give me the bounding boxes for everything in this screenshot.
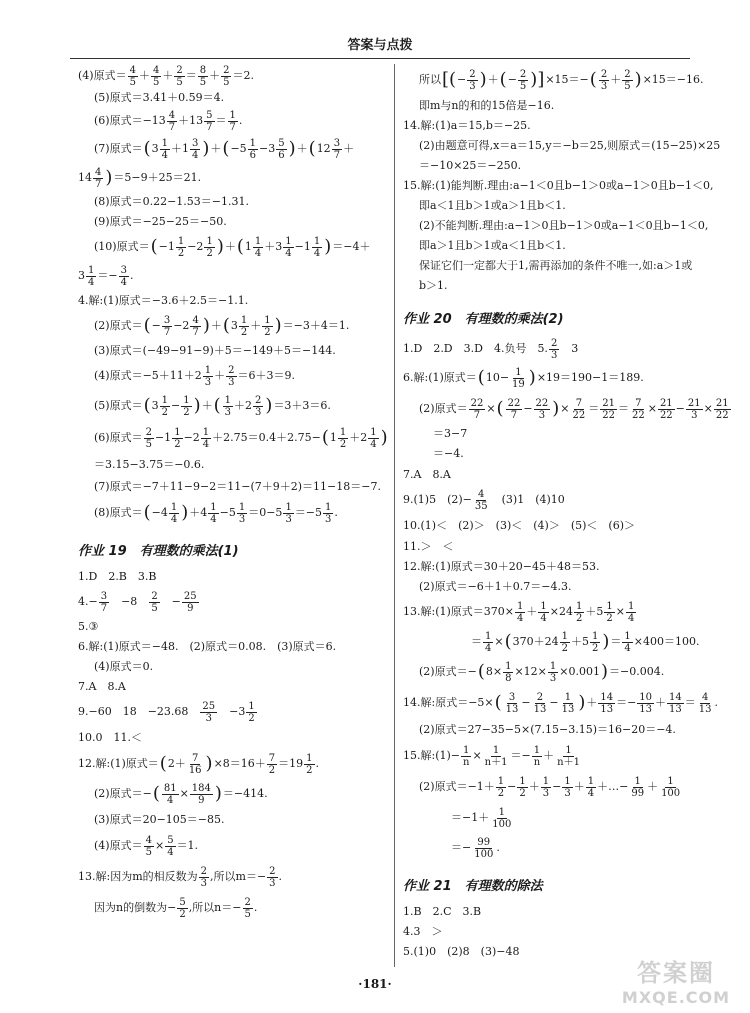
fraction: $\frac{2}{5}$ (176, 64, 183, 88)
fraction: $\frac{5}{7}$ (206, 109, 213, 133)
answer-line: (6)原式＝−13 $\frac{4}{7}$ ＋13 $\frac{5}{7}$ ＝ $\frac{1}{7}$ . (94, 109, 243, 133)
fraction: $\frac{4}{7}$ (192, 314, 199, 338)
fraction: $\frac{1}{2}$ (177, 235, 185, 259)
fraction: $\frac{1}{2}$ (339, 426, 347, 450)
fraction: $\frac{7}{16}$ (188, 752, 202, 776)
watermark-line2: MXQE.COM (621, 988, 731, 1007)
fraction: $\frac{1}{3}$ (325, 501, 332, 525)
section-heading-19: 作业 19 有理数的乘法(1) (78, 544, 239, 559)
answer-line: ＝−4. (433, 446, 464, 460)
fraction: $\frac{1}{2}$ (592, 630, 599, 654)
answer-line: (2)原式＝− ( $\frac{81}{4}$ × $\frac{184}{9}$ ) ＝−414. (94, 782, 268, 806)
fraction: $\frac{1}{4}$ (540, 600, 547, 624)
watermark-logo (616, 953, 736, 1007)
answer-line: ＝3.15−3.75＝−0.6. (94, 457, 205, 471)
answer-line: (4)原式＝−5＋11＋2 $\frac{1}{3}$ ＋ $\frac{2}{3}$ ＝6＋3＝9. (94, 364, 296, 388)
answer-line: ＝−10×25＝−250. (419, 158, 522, 172)
answer-line: 4.3 ＞ (403, 924, 443, 938)
answer-line: 10.0 11.＜ (78, 730, 142, 744)
fraction: $\frac{1}{6}$ (249, 137, 257, 161)
answer-line: 14 $\frac{4}{7}$ ) ＝5−9＋25＝21. (78, 166, 202, 190)
column-divider (394, 64, 395, 967)
answer-line: 4.解:(1)原式＝−3.6＋2.5＝−1.1. (78, 293, 249, 307)
fraction: $\frac{2}{3}$ (255, 394, 262, 418)
answer-line: (6)原式＝ $\frac{2}{5}$ −1 $\frac{1}{2}$ −2 $\frac{1}{4}$ ＋2.75＝0.4＋2.75− ( 1 $\frac{1}{2}$ ＋2 $\frac{1}{4}$ ) (94, 426, 388, 450)
answer-line: (3)原式＝20−105＝−85. (94, 812, 225, 826)
answer-line: 15.解:(1)− $\frac{1}{n}$ × $\frac{1}{n+1}$ ＝− $\frac{1}{n}$ ＋ $\frac{1}{n+1}$ (403, 744, 580, 768)
fraction: $\frac{1}{2}$ (575, 600, 583, 624)
answer-line: 1.B 2.C 3.B (403, 904, 482, 918)
answer-line: 1.D 2.D 3.D 4.负号 5. $\frac{2}{3}$ 3 (403, 337, 579, 361)
fraction: $\frac{3}{7}$ (163, 314, 171, 338)
answer-line: 14.解:原式＝−5× ( $\frac{3}{13}$ − $\frac{2}{13}$ − $\frac{1}{13}$ ) ＋ $\frac{14}{13}$ ＝− $\frac{10}{13}$ ＋ $\frac{14}{13}$ ＝ $\frac{4}{13}$ . (403, 691, 718, 715)
fraction: $\frac{2}{13}$ (533, 691, 547, 715)
fraction: $\frac{1}{4}$ (517, 600, 524, 624)
answer-line: 因为n的倒数为− $\frac{5}{2}$ ,所以n＝− $\frac{2}{5}$ . (94, 896, 258, 920)
fraction: $\frac{25}{9}$ (183, 590, 197, 614)
fraction: $\frac{2}{3}$ (269, 865, 276, 889)
page-number: ·181· (358, 977, 392, 991)
fraction: $\frac{1}{4}$ (485, 630, 492, 654)
answer-line: (4)原式＝ $\frac{4}{5}$ × $\frac{5}{4}$ ＝1. (94, 834, 199, 858)
fraction: $\frac{2}{3}$ (550, 337, 558, 361)
answer-line: 1.D 2.B 3.B (78, 569, 157, 583)
fraction: $\frac{1}{4}$ (370, 426, 377, 450)
fraction: $\frac{1}{2}$ (161, 394, 168, 418)
fraction: $\frac{1}{19}$ (512, 366, 525, 390)
fraction: $\frac{7}{22}$ (631, 397, 645, 421)
answer-line: 所以 [( − $\frac{2}{3}$ ) ＋ ( − $\frac{2}{5}$ )] ×15＝− ( $\frac{2}{3}$ ＋ $\frac{2}{5}$ ) ×15＝−16. (419, 68, 704, 92)
answer-line: (2)原式＝ $\frac{22}{7}$ × ( $\frac{22}{7}$ − $\frac{22}{3}$ ) × $\frac{7}{22}$ ＝ $\frac{21}{22}$ ＝ $\frac{7}{22}$ × $\frac{21}{22}$ − $\frac{21}{3}$ × $\frac{21}{22}$ (419, 397, 729, 421)
fraction: $\frac{1}{3}$ (224, 394, 232, 418)
answer-line: 9.(1)5 (2)− $\frac{4}{35}$ (3)1 (4)10 (403, 488, 565, 512)
answer-line: (2)原式＝ ( − $\frac{3}{7}$ −2 $\frac{4}{7}$ ) ＋ ( 3 $\frac{1}{2}$ ＋ $\frac{1}{2}$ ) ＝−3＋4＝1. (94, 314, 350, 338)
fraction: $\frac{7}{22}$ (572, 397, 586, 421)
fraction: $\frac{1}{4}$ (161, 137, 168, 161)
fraction: $\frac{3}{13}$ (505, 691, 519, 715)
fraction: $\frac{1}{3}$ (542, 775, 550, 799)
fraction: $\frac{3}{4}$ (192, 137, 199, 161)
fraction: $\frac{22}{7}$ (470, 397, 484, 421)
answer-line: (8)原式＝0.22−1.53＝−1.31. (94, 194, 249, 208)
fraction: $\frac{1}{4}$ (202, 426, 210, 450)
fraction: $\frac{1}{3}$ (285, 501, 292, 525)
answer-line: (2)原式＝− ( 8× $\frac{1}{8}$ ×12× $\frac{1}{3}$ ×0.001 ) ＝−0.004. (419, 660, 665, 684)
fraction: $\frac{1}{3}$ (564, 775, 571, 799)
fraction: $\frac{4}{7}$ (95, 166, 102, 190)
answer-line: (7)原式＝ ( 3 $\frac{1}{4}$ ＋1 $\frac{3}{4}$ ) ＋ ( −5 $\frac{1}{6}$ −3 $\frac{5}{6}$ ) ＋ ( 12 $\frac{3}{7}$ ＋ (94, 137, 355, 161)
answer-line: ＝−1＋ $\frac{1}{100}$ (451, 806, 512, 830)
fraction: $\frac{1}{2}$ (561, 630, 568, 654)
answer-line: (2)不能判断.理由:a−1＞0且b−1＞0或a−1＜0且b−1＜0, (419, 218, 709, 232)
fraction: $\frac{5}{2}$ (179, 896, 186, 920)
fraction: $\frac{7}{2}$ (268, 752, 276, 776)
answer-line: (2)原式＝−1＋ $\frac{1}{2}$ − $\frac{1}{2}$ ＋ $\frac{1}{3}$ − $\frac{1}{3}$ ＋ $\frac{1}{4}$ ＋…− $\frac{1}{99}$ ＋ $\frac{1}{100}$ (419, 775, 681, 799)
answer-line: (4)原式＝0. (94, 659, 154, 673)
page-header (70, 34, 690, 59)
fraction: $\frac{1}{n}$ (533, 744, 541, 768)
answer-line: 12.解:(1)原式＝ ( 2＋ $\frac{7}{16}$ ) ×8＝16＋ $\frac{7}{2}$ ＝19 $\frac{1}{2}$ . (78, 752, 320, 776)
fraction: $\frac{14}{13}$ (669, 691, 682, 715)
header-title: 答案与点拨 (347, 38, 413, 53)
fraction: $\frac{1}{2}$ (206, 235, 213, 259)
fraction: $\frac{1}{100}$ (492, 806, 512, 830)
answer-line: (8)原式＝ ( −4 $\frac{1}{4}$ ) ＋4 $\frac{1}{4}$ −5 $\frac{1}{3}$ ＝0−5 $\frac{1}{3}$ ＝−5 $\frac{1}{3}$ . (94, 501, 338, 525)
section-heading-21: 作业 21 有理数的除法 (403, 879, 543, 894)
answer-line: b＞1. (419, 278, 448, 292)
fraction: $\frac{21}{3}$ (687, 397, 701, 421)
answer-line: (2)由题意可得,x＝a＝15,y＝−b＝25,则原式＝(15−25)×25 (419, 138, 721, 152)
fraction: $\frac{1}{3}$ (204, 364, 212, 388)
section-heading-20: 作业 20 有理数的乘法(2) (403, 312, 564, 327)
fraction: $\frac{22}{3}$ (535, 397, 549, 421)
fraction: $\frac{1}{8}$ (505, 660, 512, 684)
fraction: $\frac{1}{99}$ (631, 775, 645, 799)
fraction: $\frac{21}{22}$ (715, 397, 729, 421)
fraction: $\frac{1}{4}$ (285, 235, 292, 259)
fraction: $\frac{1}{13}$ (561, 691, 575, 715)
answer-line: 即m与n的和的15倍是−16. (419, 98, 555, 112)
fraction: $\frac{5}{6}$ (278, 137, 285, 161)
fraction: $\frac{99}{100}$ (474, 836, 494, 860)
fraction: $\frac{184}{9}$ (191, 782, 211, 806)
watermark-line1: 答案圈 (637, 959, 715, 987)
fraction: $\frac{1}{2}$ (264, 314, 271, 338)
answer-line: 7.A 8.A (78, 679, 126, 693)
fraction: $\frac{1}{4}$ (313, 235, 321, 259)
fraction: $\frac{1}{2}$ (248, 700, 255, 724)
fraction: $\frac{1}{4}$ (254, 235, 262, 259)
fraction: $\frac{2}{5}$ (624, 68, 631, 92)
fraction: $\frac{1}{100}$ (661, 775, 681, 799)
fraction: $\frac{2}{5}$ (223, 64, 230, 88)
fraction: $\frac{1}{n}$ (463, 744, 470, 768)
answer-line: ＝3−7 (433, 426, 468, 440)
answer-line: 7.A 8.A (403, 467, 451, 481)
answer-line: 12.解:(1)原式＝30＋20−45＋48＝53. (403, 559, 600, 573)
fraction: $\frac{1}{2}$ (174, 426, 181, 450)
fraction: $\frac{4}{13}$ (698, 691, 712, 715)
answer-line: 9.−60 18 −23.68 $\frac{25}{3}$ −3 $\frac{1}{2}$ (78, 700, 255, 724)
answer-line: 14.解:(1)a＝15,b＝−25. (403, 118, 531, 132)
right-column (403, 64, 729, 969)
fraction: $\frac{2}{3}$ (600, 68, 608, 92)
answer-line: (4)原式＝ $\frac{4}{5}$ ＋ $\frac{4}{5}$ ＋ $\frac{2}{5}$ ＝ $\frac{8}{5}$ ＋ $\frac{2}{5}$ ＝2. (78, 64, 254, 88)
fraction: $\frac{1}{4}$ (210, 501, 217, 525)
fraction: $\frac{21}{22}$ (602, 397, 615, 421)
fraction: $\frac{1}{4}$ (624, 630, 631, 654)
fraction: $\frac{2}{3}$ (228, 364, 235, 388)
answer-line: (7)原式＝−7＋11−9−2＝11−(7＋9＋2)＝11−18＝−7. (94, 479, 381, 493)
answer-line: 11.＞ ＜ (403, 539, 454, 553)
answer-line: 保证它们一定都大于1,需再添加的条件不唯一,如:a＞1或 (419, 258, 693, 272)
fraction: $\frac{4}{35}$ (474, 488, 488, 512)
fraction: $\frac{3}{4}$ (120, 264, 127, 288)
fraction: $\frac{8}{5}$ (199, 64, 207, 88)
fraction: $\frac{14}{13}$ (600, 691, 614, 715)
answer-line: 5.③ (78, 619, 99, 633)
left-column (78, 64, 388, 969)
fraction: $\frac{1}{n+1}$ (484, 744, 508, 768)
fraction: $\frac{22}{7}$ (507, 397, 521, 421)
fraction: $\frac{3}{7}$ (100, 590, 108, 614)
fraction: $\frac{5}{4}$ (167, 834, 174, 858)
fraction: $\frac{4}{5}$ (145, 834, 152, 858)
fraction: $\frac{1}{2}$ (306, 752, 313, 776)
fraction: $\frac{4}{5}$ (152, 64, 160, 88)
answer-line: ＝− $\frac{99}{100}$ . (451, 836, 500, 860)
fraction: $\frac{2}{5}$ (519, 68, 527, 92)
answer-line: (10)原式＝ ( −1 $\frac{1}{2}$ −2 $\frac{1}{2}$ ) ＋ ( 1 $\frac{1}{4}$ ＋3 $\frac{1}{4}$ −1 $\frac{1}{4}$ ) ＝−4＋ (94, 235, 371, 259)
answer-line: 13.解:(1)原式＝370× $\frac{1}{4}$ ＋ $\frac{1}{4}$ ×24 $\frac{1}{2}$ ＋5 $\frac{1}{2}$ × $\frac{1}{4}$ (403, 600, 635, 624)
fraction: $\frac{2}{5}$ (145, 426, 152, 450)
answer-line: 即a＞1且b＞1或a＜1且b＜1. (419, 238, 566, 252)
fraction: $\frac{1}{2}$ (240, 314, 248, 338)
fraction: $\frac{1}{4}$ (627, 600, 635, 624)
answer-line: (5)原式＝3.41＋0.59＝4. (94, 90, 225, 104)
answer-line: (3)原式＝(−49−91−9)＋5＝−149＋5＝−144. (94, 343, 336, 357)
fraction: $\frac{1}{n+1}$ (557, 744, 580, 768)
answer-line: (5)原式＝ ( 3 $\frac{1}{2}$ − $\frac{1}{2}$ ) ＋ ( $\frac{1}{3}$ ＋2 $\frac{2}{3}$ ) ＝3＋3＝6. (94, 394, 331, 418)
answer-line: (2)原式＝−6＋1＋0.7＝−4.3. (419, 579, 572, 593)
fraction: $\frac{4}{7}$ (168, 109, 176, 133)
fraction: $\frac{1}{4}$ (170, 501, 178, 525)
fraction: $\frac{1}{4}$ (587, 775, 595, 799)
answer-line: 10.(1)＜ (2)＞ (3)＜ (4)＞ (5)＜ (6)＞ (403, 518, 635, 532)
fraction: $\frac{1}{2}$ (606, 600, 613, 624)
answer-line: 3 $\frac{1}{4}$ ＝− $\frac{3}{4}$ . (78, 264, 134, 288)
answer-line: 即a＜1且b＞1或a＞1且b＜1. (419, 198, 566, 212)
fraction: $\frac{81}{4}$ (163, 782, 177, 806)
fraction: $\frac{2}{5}$ (151, 590, 158, 614)
answer-line: 13.解:因为m的相反数为 $\frac{2}{3}$ ,所以m＝− $\frac{2}{3}$ . (78, 865, 283, 889)
answer-line: 15.解:(1)能判断.理由:a−1＜0且b−1＞0或a−1＞0且b−1＜0, (403, 178, 714, 192)
answer-line: ＝ $\frac{1}{4}$ × ( 370＋24 $\frac{1}{2}$ ＋5 $\frac{1}{2}$ ) ＝ $\frac{1}{4}$ ×400＝100. (471, 630, 700, 654)
answer-line: (2)原式＝27−35−5×(7.15−3.15)＝16−20＝−4. (419, 722, 676, 736)
fraction: $\frac{4}{5}$ (129, 64, 136, 88)
fraction: $\frac{2}{5}$ (244, 896, 251, 920)
fraction: $\frac{10}{13}$ (639, 691, 653, 715)
fraction: $\frac{1}{2}$ (519, 775, 526, 799)
answer-line: 4.− $\frac{3}{7}$ −8 $\frac{2}{5}$ − $\frac{25}{9}$ (78, 590, 197, 614)
fraction: $\frac{2}{3}$ (200, 865, 208, 889)
answer-line: 6.解:(1)原式＝−48. (2)原式＝0.08. (3)原式＝6. (78, 639, 337, 653)
fraction: $\frac{1}{2}$ (183, 394, 190, 418)
fraction: $\frac{3}{7}$ (333, 137, 341, 161)
fraction: $\frac{21}{22}$ (659, 397, 673, 421)
fraction: $\frac{1}{7}$ (229, 109, 236, 133)
fraction: $\frac{1}{3}$ (238, 501, 246, 525)
fraction: $\frac{1}{2}$ (497, 775, 505, 799)
fraction: $\frac{25}{3}$ (202, 700, 216, 724)
fraction: $\frac{1}{4}$ (88, 264, 95, 288)
fraction: $\frac{1}{3}$ (549, 660, 557, 684)
answer-line: 5.(1)0 (2)8 (3)−48 (403, 944, 520, 958)
answer-line: (9)原式＝−25−25＝−50. (94, 214, 227, 228)
answer-line: 6.解:(1)原式＝ ( 10− $\frac{1}{19}$ ) ×19＝190−1＝189. (403, 366, 644, 390)
fraction: $\frac{2}{3}$ (469, 68, 476, 92)
